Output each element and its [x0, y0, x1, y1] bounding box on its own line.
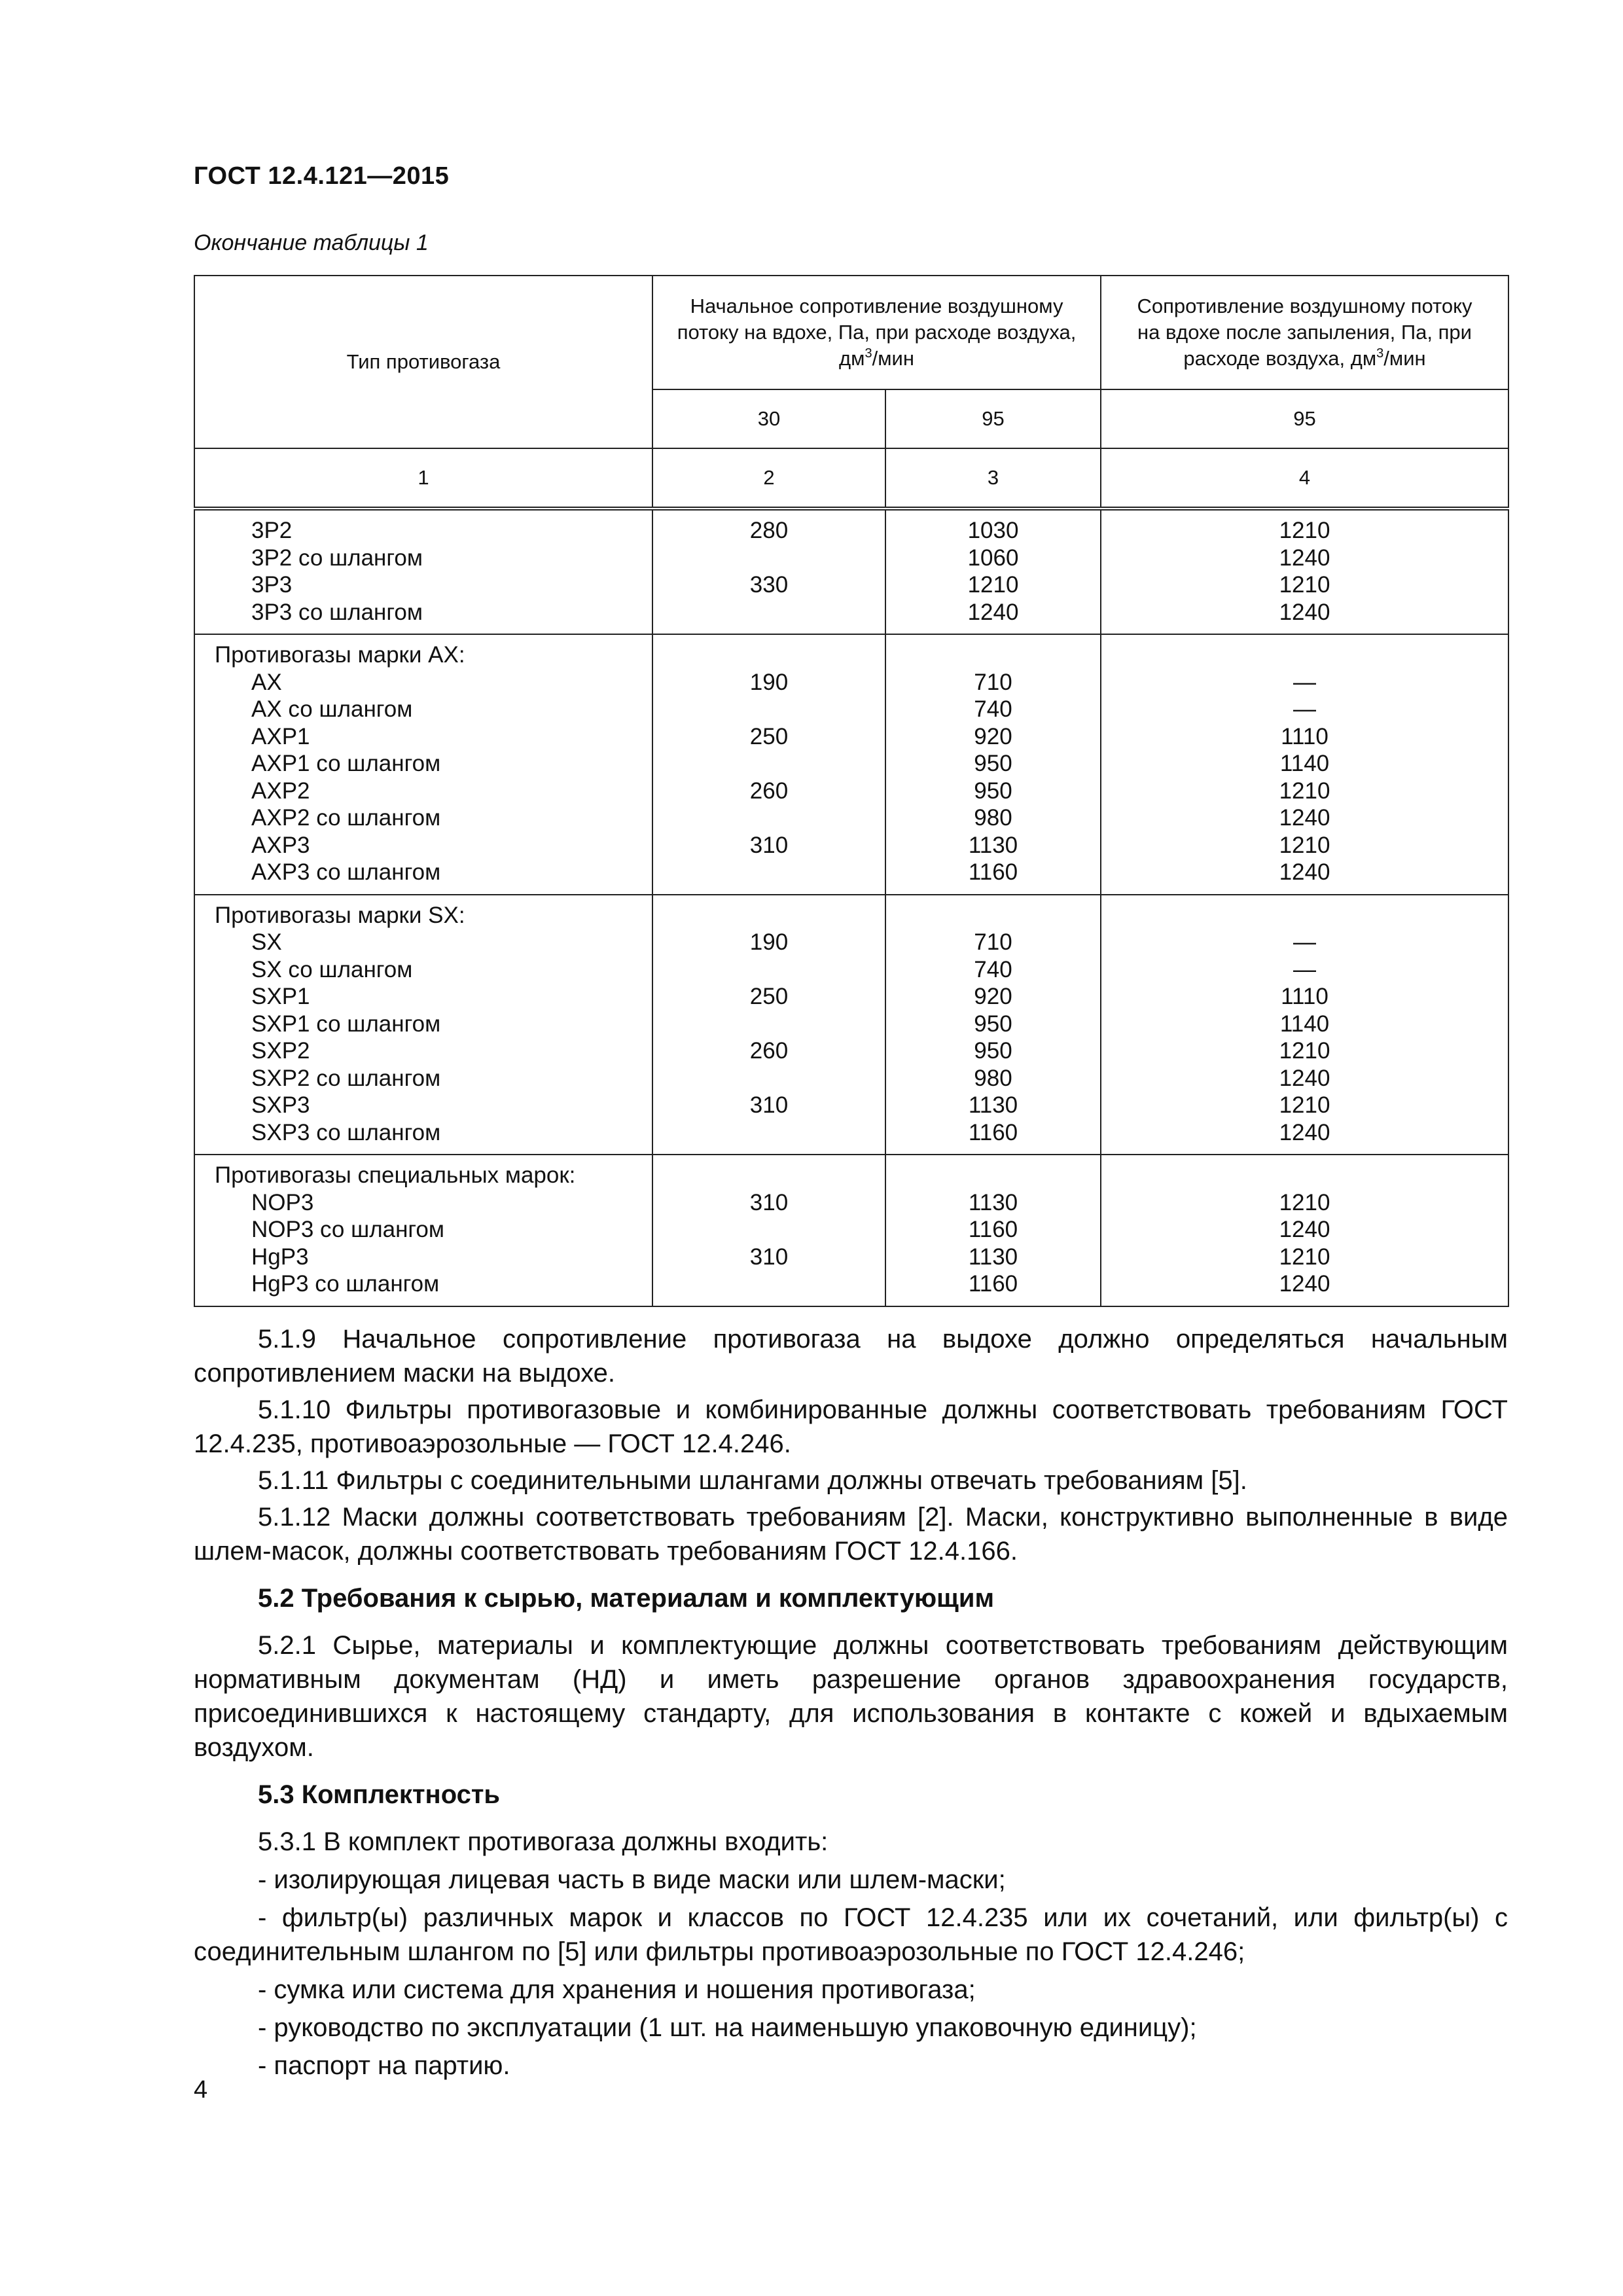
resistance-after-dusting-95: 1110 — [1281, 723, 1329, 749]
gas-mask-type: AX со шлангом — [251, 696, 413, 722]
resistance-after-dusting-95: — — [1293, 929, 1317, 955]
page-number: 4 — [194, 2076, 208, 2104]
initial-resistance-95: 1160 — [968, 1119, 1018, 1145]
initial-resistance-30: 250 — [749, 984, 789, 1009]
gas-mask-type: SXP2 со шлангом — [251, 1065, 441, 1091]
spacer — [653, 1162, 885, 1189]
value-cell — [1101, 634, 1508, 895]
initial-resistance-95: 1130 — [968, 1244, 1018, 1270]
initial-resistance-30 — [653, 750, 885, 778]
paragraph-5-1-10: 5.1.10 Фильтры противогазовые и комбинированные должны соответствовать требованиям ГОСТ 12.4.235, противоаэрозольные — ГОСТ 12.4.246. — [194, 1395, 1508, 1458]
value-cell — [652, 1155, 885, 1306]
initial-resistance-95: 1030 — [967, 518, 1019, 543]
resistance-after-dusting-95: 1210 — [1279, 1189, 1330, 1215]
value-cell — [885, 634, 1101, 895]
resistance-after-dusting-95: 1210 — [1279, 1244, 1330, 1270]
value-cell — [885, 1155, 1101, 1306]
value-cell — [652, 895, 885, 1155]
initial-resistance-30: 310 — [749, 1189, 789, 1215]
initial-resistance-95: 1240 — [967, 599, 1019, 625]
gas-mask-type: 3P3 — [251, 572, 293, 598]
initial-resistance-30 — [653, 859, 885, 886]
initial-resistance-30 — [653, 804, 885, 832]
resistance-after-dusting-95: 1240 — [1279, 1271, 1330, 1297]
gas-mask-type: AXP2 со шлангом — [251, 805, 441, 831]
list-item: - фильтр(ы) различных марок и классов по ГОСТ 12.4.235 или их сочетаний, или фильтр(ы) с соединительным шлангом по [5] или фильтры противоаэрозольные по ГОСТ 12.4.246; — [194, 1903, 1508, 1966]
initial-resistance-95: 950 — [974, 1011, 1012, 1037]
initial-resistance-30: 330 — [749, 572, 789, 598]
initial-resistance-95: 710 — [974, 929, 1012, 955]
value-cell — [1101, 1155, 1508, 1306]
spacer — [1101, 902, 1508, 929]
gas-mask-type: HgP3 — [251, 1244, 309, 1270]
gas-mask-type: NOP3 — [251, 1189, 314, 1215]
initial-resistance-95: 950 — [974, 1038, 1012, 1064]
column-number: 4 — [1101, 448, 1508, 509]
gas-mask-type: HgP3 со шлангом — [251, 1271, 440, 1297]
gas-mask-type: SX — [251, 929, 282, 955]
initial-resistance-95: 920 — [974, 984, 1012, 1009]
column-number: 1 — [194, 448, 652, 509]
spacer — [886, 641, 1100, 669]
resistance-after-dusting-95: 1210 — [1279, 1092, 1330, 1118]
resistance-after-dusting-95: 1210 — [1279, 832, 1330, 858]
resistance-after-dusting-95: 1240 — [1279, 805, 1330, 831]
gas-mask-type: AXP1 — [251, 723, 310, 749]
gas-mask-type: AXP2 — [251, 778, 310, 804]
table-caption: Окончание таблицы 1 — [194, 230, 429, 255]
table-group-row — [194, 895, 1508, 1155]
section-heading-5-3: 5.3 Комплектность — [258, 1780, 501, 1809]
resistance-after-dusting-95: — — [1293, 696, 1317, 722]
initial-resistance-30: 190 — [749, 929, 789, 955]
initial-resistance-30 — [653, 956, 885, 984]
resistance-after-dusting-95: 1240 — [1279, 545, 1330, 571]
initial-resistance-30 — [653, 696, 885, 723]
table-group-row — [194, 634, 1508, 895]
initial-resistance-95: 950 — [974, 778, 1012, 804]
initial-resistance-95: 710 — [974, 669, 1012, 695]
initial-resistance-95: 1130 — [968, 1189, 1018, 1215]
spacer — [1101, 641, 1508, 669]
group-title: Противогазы марки SX: — [215, 902, 465, 928]
resistance-after-dusting-95: — — [1293, 956, 1317, 982]
initial-resistance-95: 1160 — [968, 1271, 1018, 1297]
header-flow-95: 95 — [885, 389, 1101, 448]
column-number: 2 — [652, 448, 885, 509]
initial-resistance-95: 1130 — [968, 832, 1018, 858]
paragraph-5-1-11: 5.1.11 Фильтры с соединительными шлангами должны отвечать требованиям [5]. — [258, 1466, 1247, 1495]
initial-resistance-30: 250 — [749, 723, 789, 749]
header-initial-resistance: Начальное сопротивление воздушному потоку на вдохе, Па, при расходе воздуха, $дм^3$/мин — [652, 276, 1101, 389]
resistance-after-dusting-95: 1140 — [1279, 1011, 1330, 1037]
resistance-after-dusting-95: 1210 — [1279, 572, 1330, 598]
initial-resistance-95: 1130 — [968, 1092, 1018, 1118]
value-cell — [1101, 509, 1508, 634]
initial-resistance-30: 190 — [749, 669, 789, 695]
gas-mask-type: SXP1 — [251, 984, 310, 1009]
initial-resistance-30 — [653, 1119, 885, 1147]
paragraph-5-1-9: 5.1.9 Начальное сопротивление противогаза на выдохе должно определяться начальным сопротивлением маски на выдохе. — [194, 1325, 1508, 1388]
initial-resistance-95: 1060 — [967, 545, 1019, 571]
gas-mask-type: SXP3 — [251, 1092, 310, 1118]
resistance-after-dusting-95: 1210 — [1279, 778, 1330, 804]
paragraph-5-1-12: 5.1.12 Маски должны соответствовать требованиям [2]. Маски, конструктивно выполненные в виде шлем-масок, должны соответствовать требованиям ГОСТ 12.4.166. — [194, 1503, 1508, 1566]
initial-resistance-95: 950 — [974, 751, 1012, 776]
initial-resistance-30: 310 — [749, 1092, 789, 1118]
value-cell — [885, 509, 1101, 634]
initial-resistance-95: 1210 — [967, 572, 1019, 598]
body-text — [194, 1322, 1508, 2083]
initial-resistance-95: 1160 — [968, 1217, 1018, 1242]
table-group-row — [194, 509, 1508, 634]
resistance-after-dusting-95: 1240 — [1279, 1217, 1330, 1242]
resistance-after-dusting-95: 1140 — [1279, 751, 1330, 776]
gas-mask-type: 3P2 со шлангом — [251, 545, 423, 571]
resistance-after-dusting-95: 1240 — [1279, 599, 1330, 625]
resistance-after-dusting-95: 1240 — [1279, 1065, 1330, 1091]
group-title: Противогазы специальных марок: — [215, 1162, 576, 1188]
resistance-after-dusting-95: 1240 — [1279, 1119, 1330, 1145]
value-cell — [652, 634, 885, 895]
gas-mask-type-cell — [194, 509, 652, 634]
gas-mask-type-cell — [194, 895, 652, 1155]
initial-resistance-95: 980 — [974, 1065, 1012, 1091]
table-body — [194, 509, 1508, 1306]
standard-code: ГОСТ 12.4.121—2015 — [194, 162, 450, 190]
column-number: 3 — [885, 448, 1101, 509]
value-cell — [885, 895, 1101, 1155]
table-group-row — [194, 1155, 1508, 1306]
gas-mask-type: SXP3 со шлангом — [251, 1119, 441, 1145]
value-cell — [652, 509, 885, 634]
resistance-after-dusting-95: 1210 — [1279, 518, 1330, 543]
initial-resistance-95: 740 — [974, 956, 1012, 982]
list-item: - сумка или система для хранения и ношения противогаза; — [258, 1975, 976, 2004]
gas-mask-type-cell — [194, 1155, 652, 1306]
spacer — [886, 902, 1100, 929]
initial-resistance-95: 1160 — [968, 859, 1018, 885]
spacer — [653, 641, 885, 669]
spacer — [1101, 1162, 1508, 1189]
gas-mask-type: 3P3 со шлангом — [251, 599, 423, 625]
resistance-after-dusting-95: — — [1293, 669, 1317, 695]
initial-resistance-30: 310 — [749, 1244, 789, 1270]
spacer — [653, 902, 885, 929]
initial-resistance-95: 920 — [974, 723, 1012, 749]
gas-mask-type: SXP1 со шлангом — [251, 1011, 441, 1037]
list-item: - руководство по эксплуатации (1 шт. на наименьшую упаковочную единицу); — [258, 2013, 1197, 2042]
initial-resistance-95: 740 — [974, 696, 1012, 722]
header-gas-mask-type: Тип противогаза — [194, 276, 652, 448]
initial-resistance-30 — [653, 1270, 885, 1298]
value-cell — [1101, 895, 1508, 1155]
initial-resistance-30 — [653, 1065, 885, 1092]
initial-resistance-30 — [653, 1216, 885, 1244]
list-item: - изолирующая лицевая часть в виде маски или шлем-маски; — [258, 1865, 1006, 1894]
initial-resistance-30 — [653, 545, 885, 572]
paragraph-5-3-1: 5.3.1 В комплект противогаза должны входить: — [258, 1827, 829, 1856]
resistance-after-dusting-95: 1210 — [1279, 1038, 1330, 1064]
header-resistance-after-dusting: Сопротивление воздушному потоку на вдохе после запыления, Па, при расходе воздуха, $дм^3$/мин — [1101, 276, 1508, 389]
initial-resistance-30: 280 — [749, 518, 789, 543]
gas-mask-type-cell — [194, 634, 652, 895]
initial-resistance-30: 310 — [749, 832, 789, 858]
header-flow-95-after: 95 — [1101, 389, 1508, 448]
resistance-table — [194, 275, 1509, 1307]
gas-mask-type: SXP2 — [251, 1038, 310, 1064]
spacer — [886, 1162, 1100, 1189]
initial-resistance-30: 260 — [749, 1038, 789, 1064]
gas-mask-type: AX — [251, 669, 282, 695]
section-heading-5-2: 5.2 Требования к сырью, материалам и комплектующим — [258, 1584, 995, 1613]
resistance-after-dusting-95: 1110 — [1281, 984, 1329, 1009]
header-flow-30: 30 — [652, 389, 885, 448]
initial-resistance-30: 260 — [749, 778, 789, 804]
initial-resistance-30 — [653, 1011, 885, 1038]
initial-resistance-30 — [653, 599, 885, 626]
gas-mask-type: NOP3 со шлангом — [251, 1217, 444, 1242]
list-item: - паспорт на партию. — [258, 2051, 510, 2080]
gas-mask-type: AXP3 — [251, 832, 310, 858]
gas-mask-type: 3P2 — [251, 518, 293, 543]
group-title: Противогазы марки AX: — [215, 642, 465, 668]
gas-mask-type: AXP3 со шлангом — [251, 859, 441, 885]
gas-mask-type: AXP1 со шлангом — [251, 751, 441, 776]
resistance-after-dusting-95: 1240 — [1279, 859, 1330, 885]
gas-mask-type: SX со шлангом — [251, 956, 413, 982]
initial-resistance-95: 980 — [974, 805, 1012, 831]
paragraph-5-2-1: 5.2.1 Сырье, материалы и комплектующие должны соответствовать требованиям действующим нормативным документам (НД) и иметь разрешение органов здравоохранения государств, присоединившихся к настоящему стандарту, для использования в контакте с кожей и вдыхаемым воздухом. — [194, 1631, 1508, 1762]
